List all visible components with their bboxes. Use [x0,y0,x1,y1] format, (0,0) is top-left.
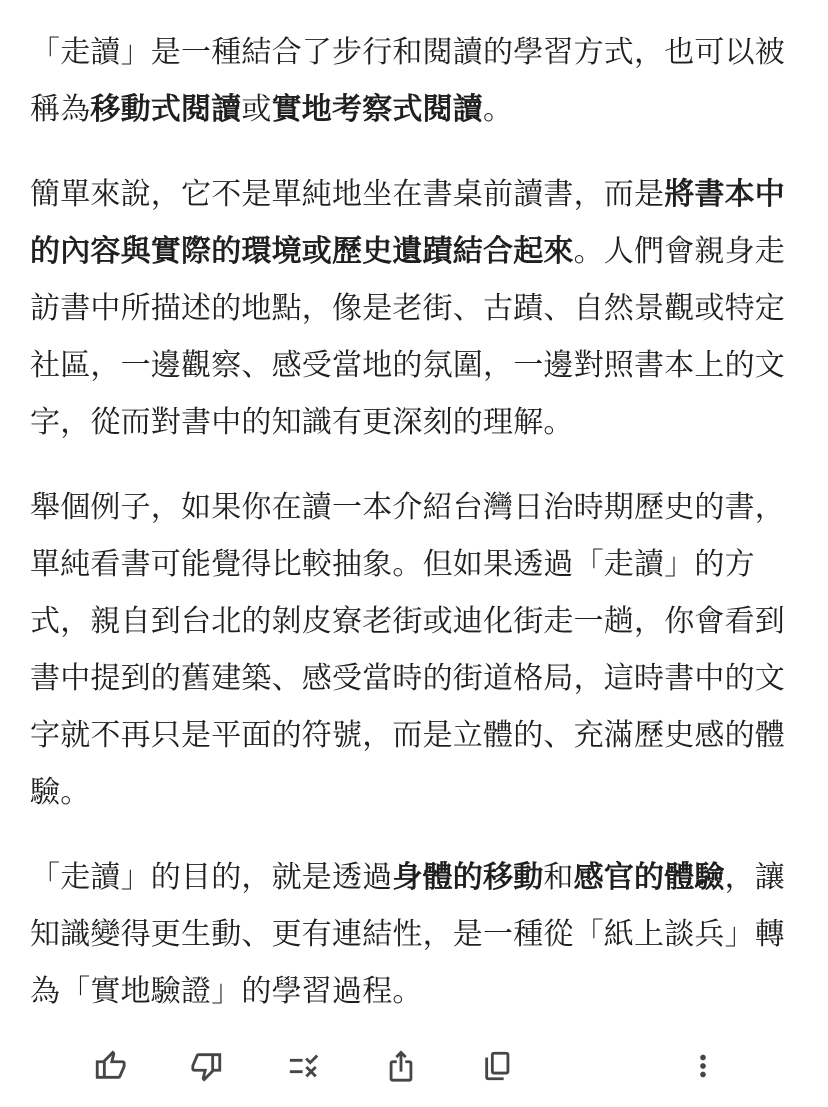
text: 「走讀」是一種結合了步行和閱讀的學習方式，也可以被稱為 [30,36,785,126]
paragraph [30,24,798,138]
bold-text: 感官的體驗 [573,861,725,894]
text: ，讓知識變得更生動、更有連結性，是一種從「紙上談兵」轉為「實地驗證」的學習過程。 [30,861,786,1008]
bold-text: 實地考察式閱讀 [271,93,484,126]
copy-icon [481,1049,515,1083]
share-button[interactable] [383,1048,419,1084]
more-vert-icon [686,1049,720,1083]
bold-text: 將書本中的內容與實際的環境或歷史遺蹟結合起來 [30,178,786,268]
paragraph [30,479,798,821]
text: 舉個例子，如果你在讀一本介紹台灣日治時期歷史的書，單純看書可能覺得比較抽象。但如果透過「走讀」的方式，親自到台北的剝皮寮老街或迪化街走一趟，你會看到書中提到的舊建築、感受當時的街道格局，這時書中的文字就不再只是平面的符號，而是立體的、充滿歷史感的體驗。 [30,491,785,809]
dislike-button[interactable] [189,1048,225,1084]
action-group-right [685,1048,721,1084]
bold-text: 移動式閱讀 [90,93,242,126]
action-group-left [92,1048,516,1084]
rule-icon [287,1049,321,1083]
text: 「走讀」的目的，就是透過 [30,861,393,894]
share-icon [384,1049,418,1083]
thumbs-down-icon [190,1049,224,1083]
response-action-bar [30,1048,798,1084]
text: 或 [241,93,272,126]
thumbs-up-icon [93,1049,127,1083]
paragraph [30,849,798,1020]
bold-text: 身體的移動 [392,861,544,894]
paragraph [30,166,798,451]
text: 。人們會親身走訪書中所描述的地點，像是老街、古蹟、自然景觀或特定社區，一邊觀察、感受當地的氛圍，一邊對照書本上的文字，從而對書中的知識有更深刻的理解。 [30,235,786,439]
message-body [30,24,798,1020]
copy-button[interactable] [480,1048,516,1084]
text: 和 [543,861,574,894]
text: 。 [483,93,514,126]
text: 簡單來說，它不是單純地坐在書桌前讀書，而是 [30,178,665,211]
like-button[interactable] [92,1048,128,1084]
more-options-button[interactable] [685,1048,721,1084]
double-check-button[interactable] [286,1048,322,1084]
